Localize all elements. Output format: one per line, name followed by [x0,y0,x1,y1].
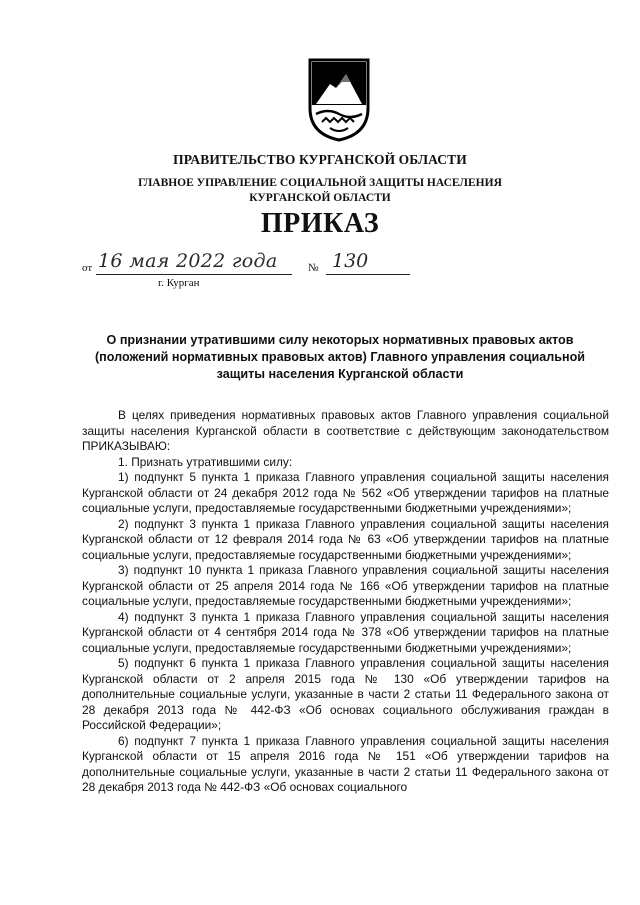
department-name-line1: ГЛАВНОЕ УПРАВЛЕНИЕ СОЦИАЛЬНОЙ ЗАЩИТЫ НАСЕЛЕНИЯ [138,177,502,189]
date-from-label: от [82,262,93,274]
date-underline [96,274,292,275]
paragraph-item-1: 1. Признать утратившими силу: [118,454,293,469]
paragraph-subitem-1: 1) подпункт 5 пункта 1 приказа Главного управления социальной защиты населения Курганской области от 24 декабря 2012 года № 562 «Об утверждении тарифов на платные социальные услуги, предоставляемые государственными бюджетными учреждениями»; [82,470,609,515]
document-subject: О признании утратившими силу некоторых нормативных правовых актов (положений нормативных правовых актов) Главного управления социальной защиты населения Курганской области [94,333,586,381]
paragraph-preamble: В целях приведения нормативных правовых актов Главного управления социальной защиты населения Курганской области в соответствие с действующим законодательством ПРИКАЗЫВАЮ: [82,408,609,453]
document-type-title: ПРИКАЗ [260,208,380,239]
paragraph-subitem-4: 4) подпункт 3 пункта 1 приказа Главного управления социальной защиты населения Курганской области от 4 сентября 2014 года № 378 «Об утверждении тарифов на платные социальные услуги, предоставляемые государственными бюджетными учреждениями»; [82,609,609,655]
city-name: г. Курган [158,277,200,289]
number-underline [326,274,410,275]
handwritten-number: 130 [332,250,369,272]
paragraph-subitem-2: 2) подпункт 3 пункта 1 приказа Главного управления социальной защиты населения Курганской области от 12 февраля 2014 года № 63 «Об утверждении тарифов на платные социальные услуги, предоставляемые государственными бюджетными учреждениями»; [82,516,609,562]
government-name: ПРАВИТЕЛЬСТВО КУРГАНСКОЙ ОБЛАСТИ [173,152,467,167]
document-body [82,408,609,796]
coat-of-arms-emblem [300,58,378,142]
paragraph-subitem-5: 5) подпункт 6 пункта 1 приказа Главного управления социальной защиты населения Курганской области от 2 апреля 2015 года № 130 «Об утверждении тарифов на дополнительные социальные услуги, указанные в части 2 статьи 11 Федерального закона от 28 декабря 2013 года № 442-ФЗ «Об основах социального обслуживания граждан в Российской Федерации»; [82,656,609,732]
paragraph-subitem-6: 6) подпункт 7 пункта 1 приказа Главного управления социальной защиты населения Курганской области от 15 апреля 2016 года № 151 «Об утверждении тарифов на дополнительные социальные услуги, указанные в части 2 статьи 11 Федерального закона от 28 декабря 2013 года № 442-ФЗ «Об основах социального [82,733,609,794]
number-label: № [308,262,319,274]
handwritten-date: 16 мая 2022 года [98,250,278,272]
dateline [82,250,369,278]
paragraph-subitem-3: 3) подпункт 10 пункта 1 приказа Главного управления социальной защиты населения Курганской области от 25 апреля 2014 года № 166 «Об утверждении тарифов на платные социальные услуги, предоставляемые государственными бюджетными учреждениями»; [82,563,609,608]
department-name-line2: КУРГАНСКОЙ ОБЛАСТИ [249,192,391,204]
department-name [0,176,640,206]
